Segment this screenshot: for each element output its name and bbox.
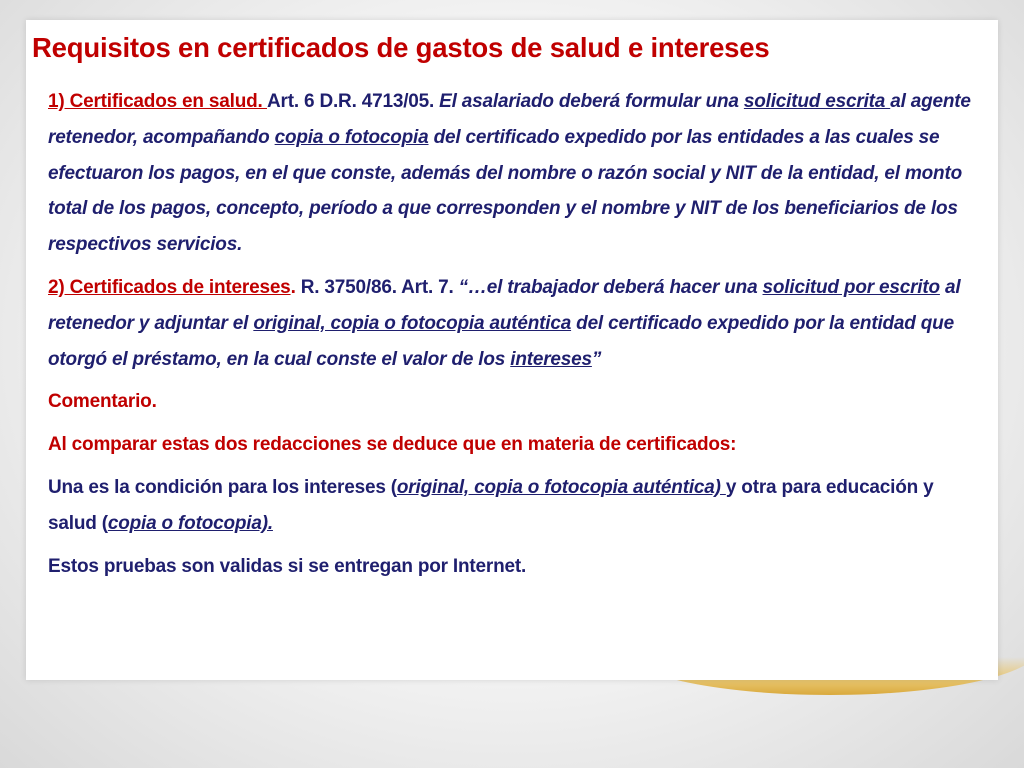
comment-heading: Comentario. — [48, 391, 157, 413]
comparison-statement: Al comparar estas dos redacciones se deduce que en materia de certificados: — [48, 434, 737, 456]
health-certificates-label: 1) Certificados en salud. — [48, 91, 267, 112]
interest-text-1: “…el trabajador deberá hacer una — [458, 276, 763, 298]
interest-underlined-written-request: solicitud por escrito — [762, 276, 940, 298]
health-legal-reference: Art. 6 D.R. 4713/05. — [267, 91, 440, 112]
conditions-underlined-original-copy: original, copia o fotocopia auténtica) — [396, 476, 726, 498]
conditions-text-2: y otra para educación y salud ( — [48, 476, 934, 534]
conditions-text-1: Una es la condición para los intereses ( — [48, 476, 397, 498]
interest-text-3: del certificado expedido por la entidad que otorgó el préstamo, en la cual conste el valor de los — [48, 312, 954, 370]
paragraph-health-certificates — [48, 84, 978, 263]
interest-underlined-original-copy: original, copia o fotocopia auténtica — [253, 312, 572, 334]
interest-legal-reference: R. 3750/86. Art. 7. — [295, 276, 459, 298]
health-text-3: del certificado expedido por las entidades a las cuales se efectuaron los pagos, en el que conste, además del nombre o razón social y NIT de la entidad, el monto total de los pagos, concepto, período a que corresponden y el nombre y NIT de los beneficiarios de los respectivos servicios. — [48, 126, 962, 256]
health-text-1: El asalariado deberá formular una — [439, 91, 744, 112]
paragraph-internet-evidence: Estos pruebas son validas si se entregan por Internet. — [48, 555, 527, 577]
paragraph-conditions — [48, 470, 978, 542]
slide-panel — [26, 20, 998, 680]
slide-title: Requisitos en certificados de gastos de salud e intereses — [32, 32, 770, 63]
paragraph-interest-certificates — [48, 270, 978, 377]
interest-text-2: al retenedor y adjuntar el — [48, 276, 961, 334]
interest-underlined-intereses: intereses — [510, 348, 592, 370]
interest-certificates-label: 2) Certificados de intereses — [48, 276, 291, 298]
conditions-underlined-copy: copia o fotocopia). — [107, 512, 273, 534]
interest-text-4: ” — [591, 348, 602, 370]
health-underlined-copy: copia o fotocopia — [274, 126, 429, 148]
health-underlined-written-request: solicitud escrita — [743, 91, 891, 112]
health-text-2: al agente retenedor, acompañando — [48, 91, 971, 148]
slide-body — [48, 84, 978, 591]
interest-label-dot: . — [290, 276, 296, 298]
